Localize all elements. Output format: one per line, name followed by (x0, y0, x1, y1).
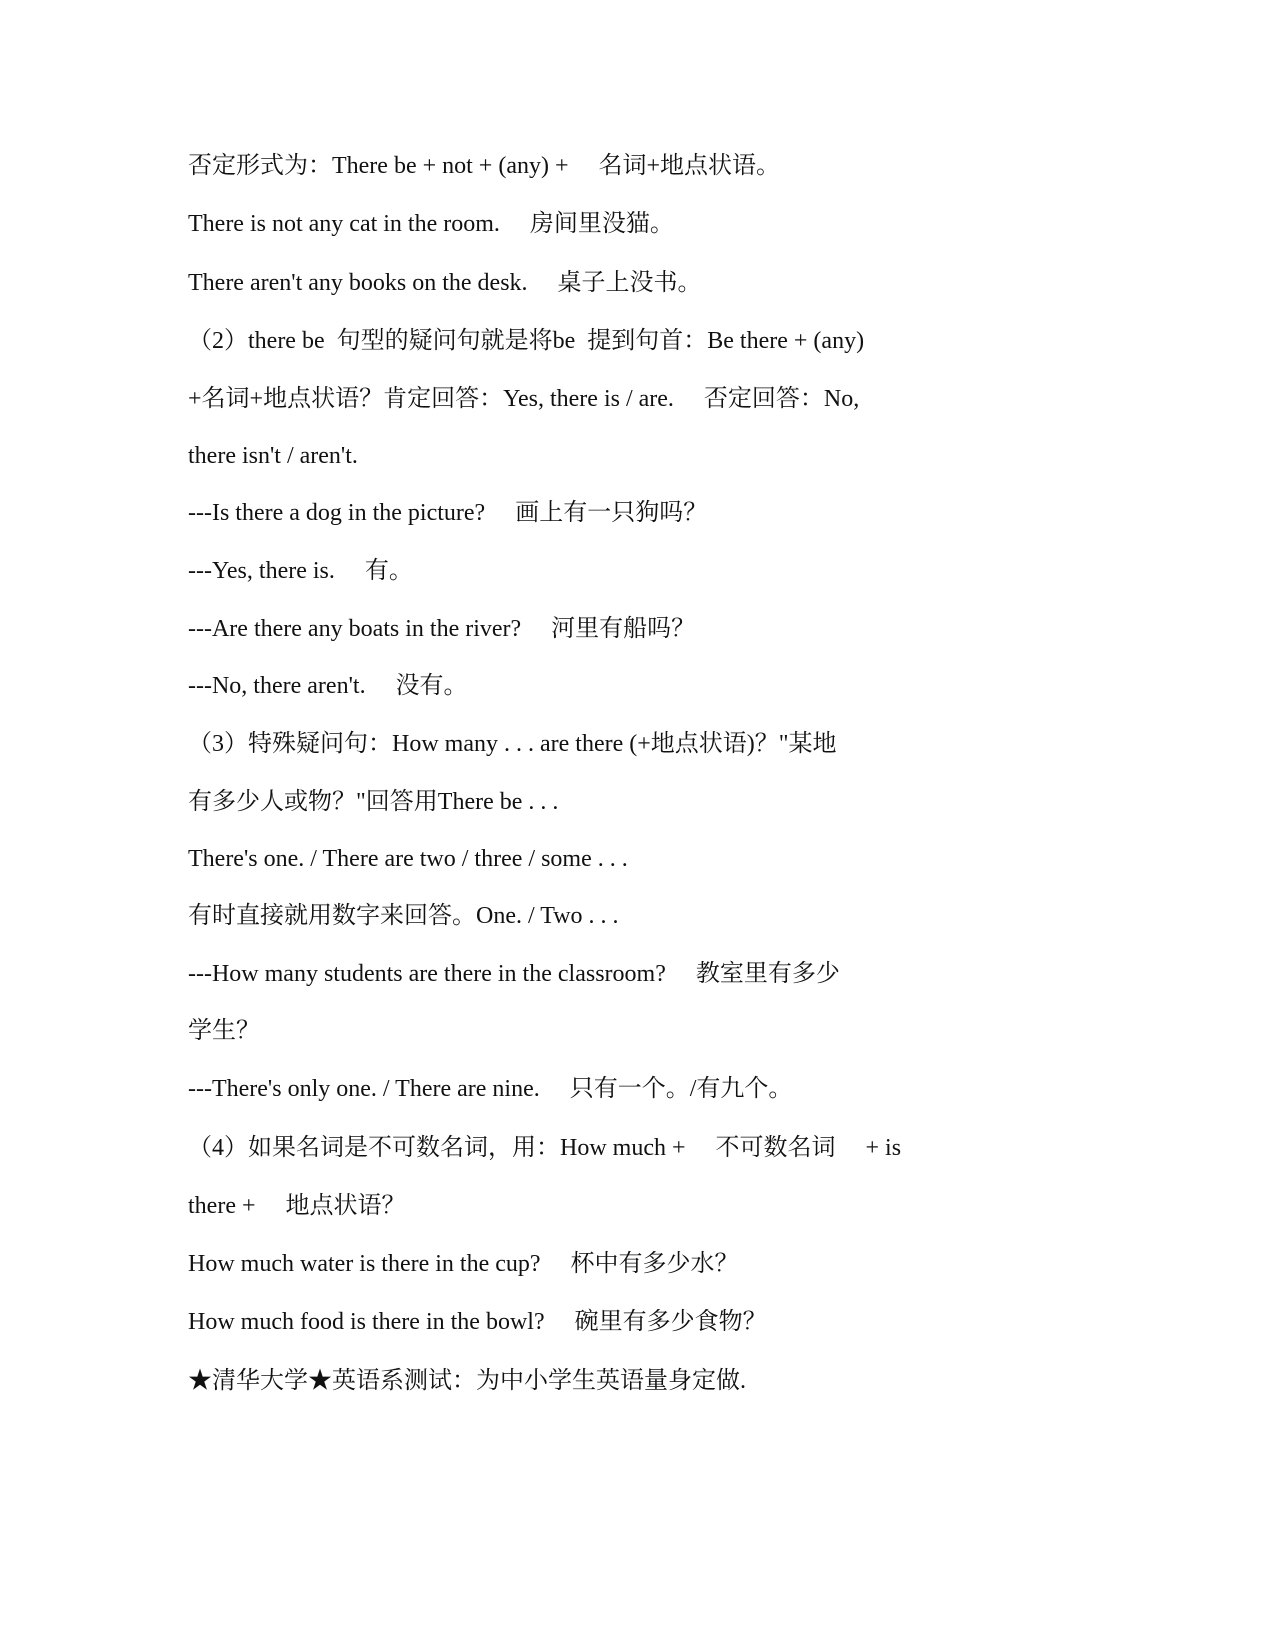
text-line: ---No, there aren't. 没有。 (188, 673, 468, 699)
text-line: ---There's only one. / There are nine. 只有一个。/有九个。 (188, 1076, 793, 1102)
text-line: How much water is there in the cup? 杯中有多少水？ (188, 1251, 739, 1277)
text-line: +名词+地点状语？肯定回答：Yes, there is / are. 否定回答：No, (188, 386, 860, 412)
text-line: How much food is there in the bowl? 碗里有多少食物？ (188, 1309, 767, 1335)
footer-ad-line: ★清华大学★英语系测试：为中小学生英语量身定做. (188, 1368, 746, 1394)
text-line: ---How many students are there in the classroom? 教室里有多少 (188, 961, 840, 987)
text-line: ---Is there a dog in the picture? 画上有一只狗吗？ (188, 500, 708, 526)
text-line: there isn't / aren't. (188, 443, 358, 469)
text-line: ---Yes, there is. 有。 (188, 558, 413, 584)
text-line: There aren't any books on the desk. 桌子上没书。 (188, 270, 702, 296)
text-line: There's one. / There are two / three / some . . . (188, 846, 628, 872)
text-line: 有多少人或物？"回答用There be . . . (188, 789, 559, 815)
text-line: ---Are there any boats in the river? 河里有船吗？ (188, 616, 696, 642)
text-line: 否定形式为：There be + not + (any) + 名词+地点状语。 (188, 153, 781, 179)
text-line: 学生？ (188, 1018, 260, 1044)
text-line: （3）特殊疑问句：How many . . . are there (+地点状语)？"某地 (188, 731, 837, 757)
text-line: （4）如果名词是不可数名词，用：How much + 不可数名词 + is (188, 1135, 902, 1161)
text-line: there + 地点状语？ (188, 1193, 406, 1219)
text-line: 有时直接就用数字来回答。One. / Two . . . (188, 903, 619, 929)
text-line: There is not any cat in the room. 房间里没猫。 (188, 211, 674, 237)
text-line: （2）there be 句型的疑问句就是将be 提到句首：Be there + (any) (188, 328, 865, 354)
